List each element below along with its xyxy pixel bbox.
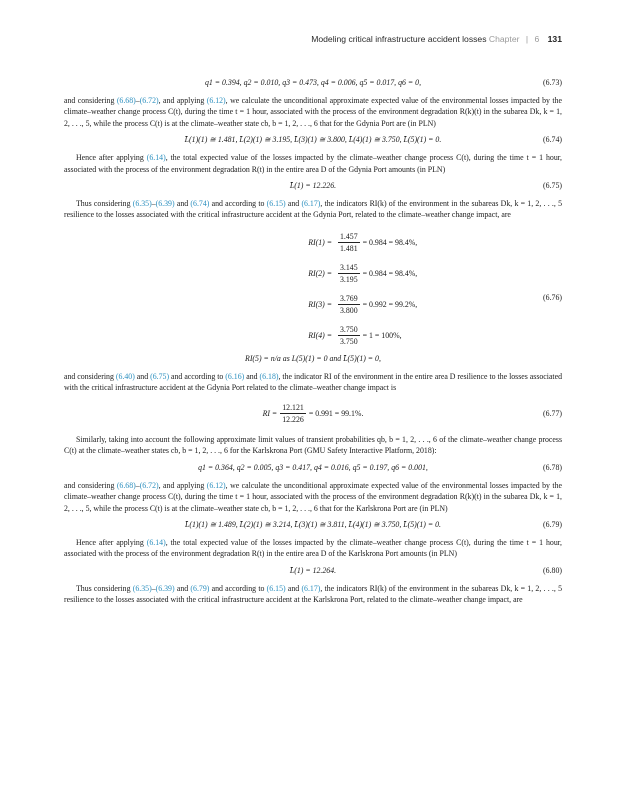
paragraph bbox=[64, 583, 562, 606]
paragraph bbox=[64, 537, 562, 560]
ri-result: = 0.984 = 98.4%, bbox=[362, 268, 418, 278]
text: and considering bbox=[64, 480, 117, 490]
equation-link[interactable]: (6.17) bbox=[301, 583, 321, 593]
ri-label: RI = bbox=[262, 409, 278, 419]
paragraph bbox=[64, 480, 562, 515]
text: and bbox=[134, 371, 151, 381]
ri-label: RI(3) = bbox=[308, 299, 332, 309]
numerator: 3.769 bbox=[340, 293, 358, 303]
text: , we calculate the unconditional approximate expected value of the environmental losses impacted by the climate–weather change process C(t), during the time t = 1 hour, associated with the process of the environment degradation R(k)(t) in the subarea Dk, k = 1, 2, . . ., 5, while the process C(t) is at the climate–weather state cb, b = 1, 2, . . ., 6 that for the Gdynia Port are (in PLN) bbox=[64, 95, 562, 128]
equation-link[interactable]: (6.74) bbox=[190, 198, 210, 208]
page-number: 131 bbox=[547, 34, 562, 44]
equation-link[interactable]: (6.35) bbox=[132, 583, 152, 593]
text: and considering bbox=[64, 95, 117, 105]
equation-link[interactable]: (6.39) bbox=[155, 583, 175, 593]
ri-row bbox=[64, 227, 562, 258]
equation-body: L̄(1)(1) ≅ 1.481, L̄(2)(1) ≅ 3.195, L̄(3)(1) ≅ 3.800, L̄(4)(1) ≅ 3.750, L̄(5)(1) = 0. bbox=[184, 135, 442, 145]
equation-link[interactable]: (6.17) bbox=[301, 198, 321, 208]
ri-result: = 0.992 = 99.2%, bbox=[362, 299, 418, 309]
equation-6-75 bbox=[64, 180, 562, 192]
equation-number: (6.76) bbox=[543, 292, 562, 302]
equation-link[interactable]: (6.75) bbox=[150, 371, 170, 381]
equation-6-79 bbox=[64, 519, 562, 531]
text: and according to bbox=[209, 198, 267, 208]
text: , and applying bbox=[158, 480, 207, 490]
ri-result: = 1 = 100%, bbox=[362, 330, 402, 340]
text: , the indicators RI(k) of the environment in the subareas Dk, k = 1, 2, . . ., 5 resilience to the losses associated with the critical infrastructure accident at the Gdynia Port, related to the climate–weather change impact, are bbox=[64, 198, 563, 220]
text: , we calculate the unconditional approximate expected value of the environmental losses impacted by the climate–weather change process C(t), during the time t = 1 hour, associated with the process of the environment degradation R(k)(t) in the subarea Dk, k = 1, 2, . . ., 5, while the process C(t) is at the climate–weather state cb, b = 1, 2, . . ., 6 that for the Karlskrona Port are (in PLN) bbox=[64, 480, 562, 513]
equation-6-77 bbox=[64, 399, 562, 429]
equation-link[interactable]: (6.14) bbox=[146, 537, 166, 547]
text: and bbox=[285, 198, 302, 208]
equation-link[interactable]: (6.39) bbox=[155, 198, 175, 208]
text: Hence after applying bbox=[76, 152, 147, 162]
equation-number: (6.79) bbox=[543, 520, 562, 530]
paragraph bbox=[64, 371, 562, 394]
header-chapter-label: Chapter bbox=[488, 34, 520, 44]
fraction bbox=[338, 293, 360, 316]
ri-result: = 0.991 = 99.1%. bbox=[308, 409, 364, 419]
equation-6-76 bbox=[64, 227, 562, 365]
page-body bbox=[64, 72, 562, 606]
text: Hence after applying bbox=[76, 537, 147, 547]
equation-body bbox=[64, 399, 562, 429]
equation-body: L̄(1) = 12.226. bbox=[289, 181, 337, 191]
equation-link[interactable]: (6.16) bbox=[225, 371, 245, 381]
ri-5-line: RI(5) = n/a as L(5)(1) = 0 and L̄(5)(1) = 0, bbox=[245, 353, 381, 363]
equation-link[interactable]: (6.15) bbox=[266, 198, 286, 208]
equation-link[interactable]: (6.68) bbox=[116, 480, 136, 490]
text: and bbox=[244, 371, 260, 381]
denominator: 3.750 bbox=[340, 336, 358, 346]
equation-6-73 bbox=[64, 77, 562, 89]
paragraph: Similarly, taking into account the following approximate limit values of transient probabilities qb, b = 1, 2, . . ., 6 of the climate–weather change process C(t) at the climate–weather states cb, b = 1, 2, . . ., 6 for the Karlskrona Port (GMU Safety Interactive Platform, 2018): bbox=[64, 434, 562, 456]
equation-link[interactable]: (6.68) bbox=[116, 95, 136, 105]
text: and bbox=[174, 583, 191, 593]
denominator: 3.195 bbox=[340, 274, 358, 284]
text: and bbox=[174, 198, 191, 208]
paragraph bbox=[64, 198, 562, 221]
equation-6-74 bbox=[64, 134, 562, 146]
equation-body: L̄(1)(1) ≅ 1.489, L̄(2)(1) ≅ 3.214, L̄(3)(1) ≅ 3.811, L̄(4)(1) ≅ 3.750, L̄(5)(1) = 0. bbox=[184, 520, 442, 530]
equation-body: q1 = 0.364, q2 = 0.005, q3 = 0.417, q4 = 0.016, q5 = 0.197, q6 = 0.001, bbox=[198, 462, 428, 472]
equation-number: (6.74) bbox=[543, 135, 562, 145]
numerator: 3.750 bbox=[340, 324, 358, 334]
paragraph bbox=[64, 95, 562, 130]
ri-label: RI(4) = bbox=[308, 330, 332, 340]
running-header bbox=[0, 34, 562, 44]
text: and according to bbox=[169, 371, 226, 381]
numerator: 3.145 bbox=[340, 262, 358, 272]
ri-label: RI(2) = bbox=[308, 268, 332, 278]
equation-link[interactable]: (6.35) bbox=[132, 198, 152, 208]
text: – bbox=[151, 583, 156, 593]
header-title: Modeling critical infrastructure accident losses bbox=[311, 34, 487, 44]
ri-label: RI(1) = bbox=[308, 237, 332, 247]
text: Thus considering bbox=[76, 198, 133, 208]
fraction bbox=[338, 324, 360, 347]
equation-body: L̄(1) = 12.264. bbox=[289, 566, 337, 576]
equation-number: (6.75) bbox=[543, 181, 562, 191]
denominator: 3.800 bbox=[340, 305, 358, 315]
text: , the total expected value of the losses impacted by the climate–weather change process C(t), during the time t = 1 hour, associated with the process of the environment degradation R(t) in the entire area D of the Karlskrona Port amounts (in PLN) bbox=[64, 537, 563, 559]
equation-link[interactable]: (6.72) bbox=[139, 480, 159, 490]
header-separator: | bbox=[525, 34, 529, 44]
text: – bbox=[135, 95, 140, 105]
equation-number: (6.80) bbox=[543, 566, 562, 576]
equation-6-80 bbox=[64, 565, 562, 577]
ri-row bbox=[64, 258, 562, 289]
text: , the total expected value of the losses impacted by the climate–weather change process C(t), during the time t = 1 hour, associated with the process of the environment degradation R(t) in the entire area D of the Gdynia Port amounts (in PLN) bbox=[64, 152, 563, 174]
equation-link[interactable]: (6.40) bbox=[115, 371, 135, 381]
equation-number: (6.77) bbox=[543, 408, 562, 418]
equation-link[interactable]: (6.12) bbox=[206, 95, 226, 105]
ri-result: = 0.984 = 98.4%, bbox=[362, 237, 418, 247]
equation-link[interactable]: (6.18) bbox=[259, 371, 279, 381]
equation-link[interactable]: (6.12) bbox=[206, 480, 226, 490]
text: , the indicators RI(k) of the environment in the subareas Dk, k = 1, 2, . . ., 5 resilience to the losses associated with the critical infrastructure accident at the Karlskrona Port, related to the climate–weather change impact, are bbox=[64, 583, 563, 605]
equation-link[interactable]: (6.72) bbox=[139, 95, 159, 105]
text: and bbox=[285, 583, 302, 593]
paragraph bbox=[64, 152, 562, 175]
equation-link[interactable]: (6.14) bbox=[146, 152, 166, 162]
fraction bbox=[338, 262, 360, 285]
equation-link[interactable]: (6.79) bbox=[190, 583, 210, 593]
text: – bbox=[135, 480, 140, 490]
header-chapter-number: 6 bbox=[534, 34, 540, 44]
text: and according to bbox=[209, 583, 267, 593]
numerator: 1.457 bbox=[340, 231, 358, 241]
ri-row bbox=[64, 320, 562, 351]
text: , and applying bbox=[158, 95, 207, 105]
denominator: 12.226 bbox=[282, 415, 304, 425]
denominator: 1.481 bbox=[340, 243, 358, 253]
equation-body: q1 = 0.394, q2 = 0.010, q3 = 0.473, q4 = 0.006, q5 = 0.017, q6 = 0, bbox=[204, 78, 422, 87]
text: – bbox=[151, 198, 156, 208]
ri-row bbox=[64, 289, 562, 320]
fraction bbox=[280, 402, 306, 425]
numerator: 12.121 bbox=[282, 403, 304, 413]
equation-link[interactable]: (6.15) bbox=[266, 583, 286, 593]
equation-number: (6.73) bbox=[543, 78, 562, 87]
equation-number: (6.78) bbox=[543, 462, 562, 472]
text: Thus considering bbox=[76, 583, 133, 593]
fraction bbox=[338, 231, 360, 254]
text: and considering bbox=[64, 371, 116, 381]
equation-6-78 bbox=[64, 462, 562, 474]
text: , the indicator RI of the environment in the entire area D resilience to the losses associated with the critical infrastructure accident at the Gdynia Port related to the climate–weather change impact is bbox=[64, 371, 563, 393]
